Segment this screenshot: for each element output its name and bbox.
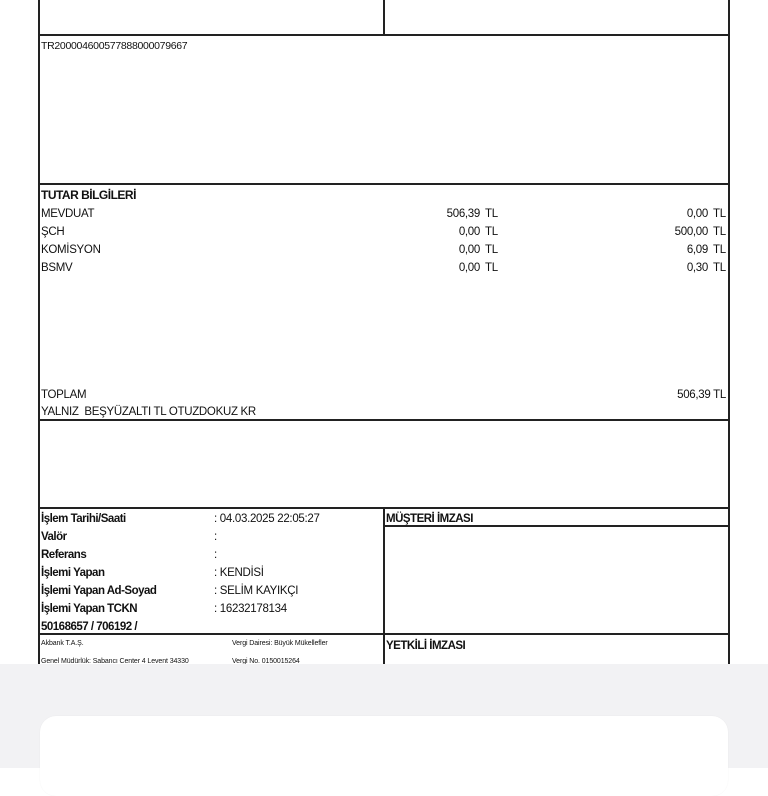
detail-label-name: İşlemi Yapan Ad-Soyad	[41, 585, 157, 597]
detail-value-tckn: : 16232178134	[214, 603, 287, 615]
amount-row-unit2: TL	[713, 208, 726, 220]
detail-label-reference: Referans	[41, 549, 87, 561]
hline-amounts-top	[38, 183, 729, 185]
detail-label-tckn: İşlemi Yapan TCKN	[41, 603, 138, 615]
iban-text: TR200004600577888000079667	[41, 40, 188, 52]
reference-number: 50168657 / 706192 /	[41, 621, 138, 633]
detail-value-date: : 04.03.2025 22:05:27	[214, 513, 320, 525]
details-divider	[383, 507, 385, 664]
amount-row-label: KOMİSYON	[41, 244, 101, 256]
total-value: 506,39 TL	[677, 389, 726, 401]
footer-head-office: Genel Müdürlük: Sabancı Center 4 Levent 34330	[41, 658, 189, 664]
amount-row-unit2: TL	[713, 244, 726, 256]
amount-row-unit2: TL	[713, 226, 726, 238]
detail-label-performer: İşlemi Yapan	[41, 567, 105, 579]
footer-tax-office: Vergi Dairesi: Büyük Mükellefler	[232, 640, 328, 647]
right-border	[728, 0, 730, 664]
detail-value-reference: :	[214, 549, 217, 561]
detail-label-date: İşlem Tarihi/Saati	[41, 513, 126, 525]
top-divider	[383, 0, 385, 34]
detail-value-valor: :	[214, 531, 217, 543]
amount-row-col2: 0,00	[686, 208, 708, 220]
detail-value-performer: : KENDİSİ	[214, 567, 264, 579]
total-label: TOPLAM	[41, 389, 87, 401]
footer-tax-no: Vergi No. 0150015264	[232, 658, 300, 664]
hline-iban-top	[38, 34, 729, 36]
detail-value-name: : SELİM KAYIKÇI	[214, 585, 299, 597]
footer-bank-name: Akbank T.A.Ş.	[41, 640, 84, 647]
amount-row-unit1: TL	[485, 262, 498, 274]
hline-footer-top	[38, 633, 729, 635]
amount-row-unit1: TL	[485, 244, 498, 256]
amount-row-unit1: TL	[485, 208, 498, 220]
amount-row-label: ŞCH	[41, 226, 65, 238]
hline-amounts-bottom	[38, 419, 729, 421]
amount-row-col1: 0,00	[458, 226, 480, 238]
total-in-words: YALNIZ BEŞYÜZALTI TL OTUZDOKUZ KR	[41, 406, 256, 418]
bottom-sheet-area	[0, 664, 768, 768]
amount-row-label: MEVDUAT	[41, 208, 95, 220]
amounts-title: TUTAR BİLGİLERİ	[41, 188, 136, 202]
amount-row-col2: 0,30	[686, 262, 708, 274]
amount-row-col1: 506,39	[446, 208, 480, 220]
amount-row-col1: 0,00	[458, 262, 480, 274]
customer-signature-label: MÜŞTERİ İMZASI	[386, 513, 473, 525]
amount-row-col1: 0,00	[458, 244, 480, 256]
amount-row-col2: 6,09	[686, 244, 708, 256]
bottom-card[interactable]	[40, 716, 728, 796]
amount-row-col2: 500,00	[674, 226, 708, 238]
amount-row-label: BSMV	[41, 262, 73, 274]
detail-label-valor: Valör	[41, 531, 67, 543]
amount-row-unit2: TL	[713, 262, 726, 274]
authorized-signature-label: YETKİLİ İMZASI	[386, 640, 466, 652]
left-border	[38, 0, 40, 664]
amount-row-unit1: TL	[485, 226, 498, 238]
